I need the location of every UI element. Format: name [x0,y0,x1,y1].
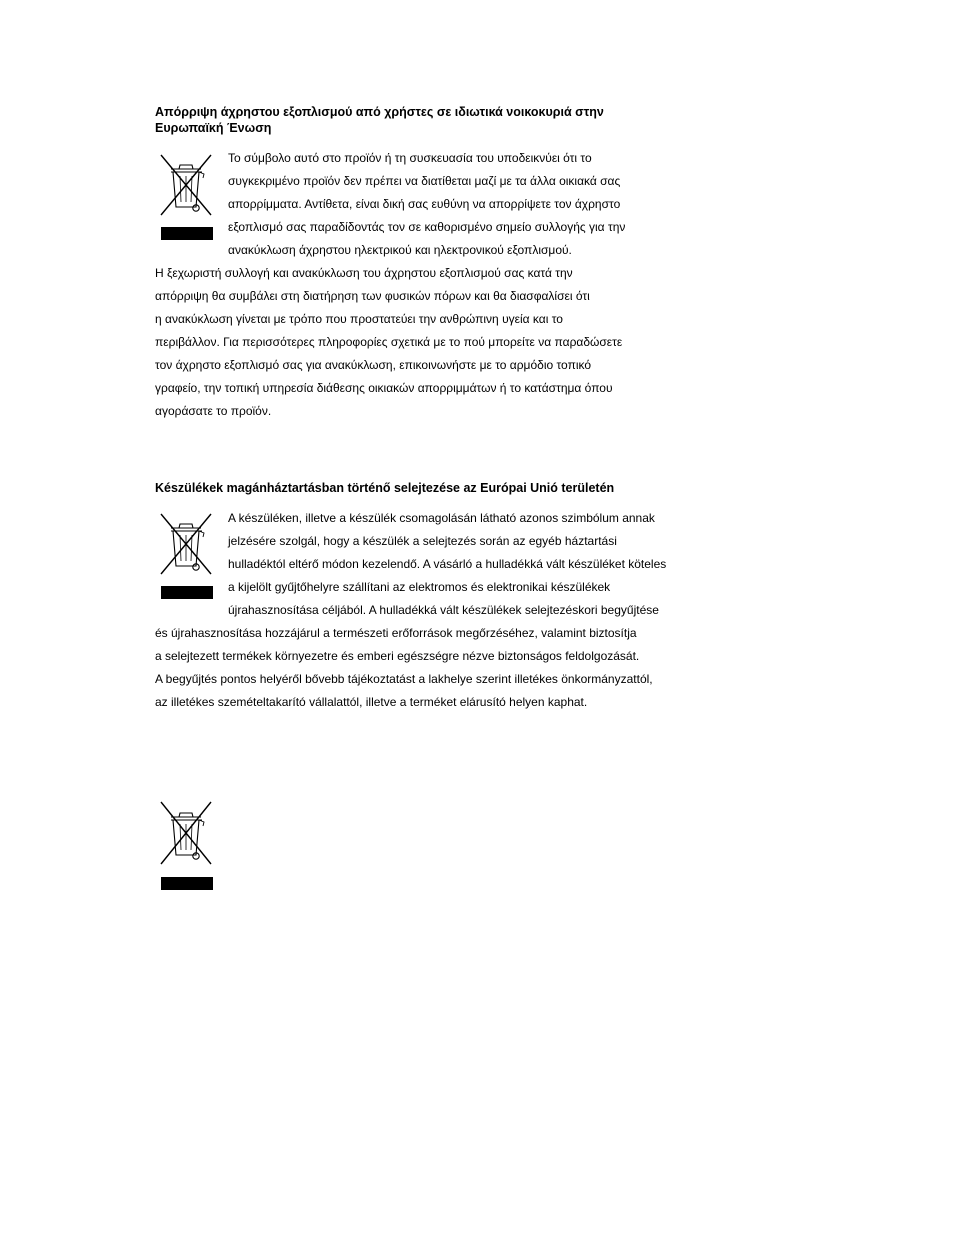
paragraph-line: η ανακύκλωση γίνεται με τρόπο που προστατεύει την ανθρώπινη υγεία και το [155,312,563,326]
paragraph-line: Το σύμβολο αυτό στο προϊόν ή τη συσκευασία του υποδεικνύει ότι το [228,151,592,165]
paragraph-line: αγοράσατε το προϊόν. [155,404,272,418]
paragraph-line: Η ξεχωριστή συλλογή και ανακύκλωση του άχρηστου εξοπλισμού σας κατά την [155,266,573,280]
paragraph-line: συγκεκριμένο προϊόν δεν πρέπει να διατίθεται μαζί με τα άλλα οικιακά σας [228,174,621,188]
crossed-out-wheelie-bin-icon [158,511,214,599]
paragraph-line: απορρίμματα. Αντίθετα, είναι δική σας ευθύνη να απορρίψετε τον άχρηστο [228,197,621,211]
paragraph-line: újrahasznosítása céljából. A hulladékká vált készülékek selejtezéskori begyűjtése [228,603,659,617]
paragraph-line: A készüléken, illetve a készülék csomagolásán látható azonos szimbólum annak [228,511,655,525]
paragraph-line: τον άχρηστο εξοπλισμό σας για ανακύκλωση, επικοινωνήστε με το αρμόδιο τοπικό [155,358,592,372]
paragraph-line: A begyűjtés pontos helyéről bővebb tájékoztatást a lakhelye szerint illetékes önkormányzattól, [155,672,653,686]
crossed-out-wheelie-bin-icon [158,152,214,240]
paragraph-line: απόρριψη θα συμβάλει στη διατήρηση των φυσικών πόρων και θα διασφαλίσει ότι [155,289,590,303]
crossed-out-wheelie-bin-icon [158,800,214,888]
paragraph-line: és újrahasznosítása hozzájárul a természeti erőforrások megőrzéséhez, valamint biztosítja [155,626,637,640]
paragraph-line: γραφείο, την τοπική υπηρεσία διάθεσης οικιακών απορριμμάτων ή το κατάστημα όπου [155,381,613,395]
paragraph-line: a kijelölt gyűjtőhelyre szállítani az elektromos és elektronikai készülékek [228,580,611,594]
paragraph-line: εξοπλισμό σας παραδίδοντάς τον σε καθορισμένο σημείο συλλογής για την [228,220,626,234]
section-title: Απόρριψη άχρηστου εξοπλισμού από χρήστες σε ιδιωτικά νοικοκυριά στην Ευρωπαϊκή Ένωση [155,105,604,135]
paragraph-line: az illetékes szemételtakarító vállalattól, illetve a terméket elárusító helyen kaphat. [155,695,588,709]
paragraph-line: ανακύκλωση άχρηστου ηλεκτρικού και ηλεκτρονικού εξοπλισμού. [228,243,572,257]
paragraph-line: a selejtezett termékek környezetre és emberi egészségre nézve biztonságos feldolgozását. [155,649,640,663]
paragraph-line: jelzésére szolgál, hogy a készülék a selejtezés során az egyéb háztartási [228,534,617,548]
section-greek [155,104,735,418]
section-hungarian [155,480,735,709]
paragraph-line: περιβάλλον. Για περισσότερες πληροφορίες σχετικά με το πού μπορείτε να παραδώσετε [155,335,623,349]
section-title: Készülékek magánháztartásban történő selejtezése az Európai Unió területén [155,481,615,495]
paragraph-line: hulladéktól eltérő módon kezelendő. A vásárló a hulladékká vált készüléket köteles [228,557,667,571]
